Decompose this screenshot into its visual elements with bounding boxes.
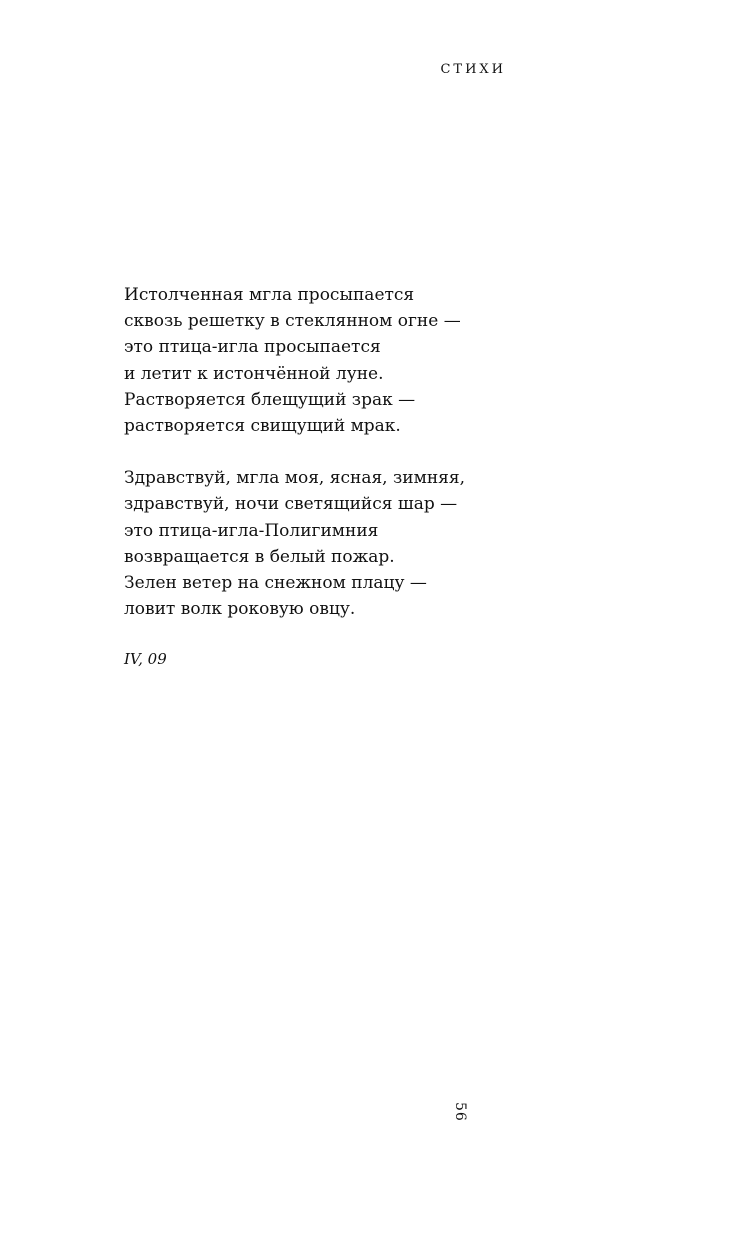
poem-line: здравствуй, ночи светящийся шар —	[124, 494, 458, 515]
poem-line: возвращается в белый пожар.	[124, 546, 395, 567]
poem-line: это птица-игла-Полигимния	[124, 520, 379, 541]
running-head: СТИХИ	[440, 62, 506, 77]
poem-line: сквозь решетку в стеклянном огне —	[124, 311, 461, 332]
poem-date: IV, 09	[124, 650, 167, 669]
poem-line: это птица-игла просыпается	[124, 337, 381, 358]
poem-line: ловит волк роковую овцу.	[124, 599, 356, 620]
poem-line: Зелен ветер на снежном плацу —	[124, 573, 427, 594]
stanza-1	[124, 282, 624, 439]
stanza-2	[124, 465, 624, 622]
poem-line: и летит к истончённой луне.	[124, 363, 384, 384]
poem-line: Истолченная мгла просыпается	[124, 285, 415, 305]
poem-line: Растворяется блещущий зрак —	[124, 389, 416, 410]
poem-line: Здравствуй, мгла моя, ясная, зимняя,	[124, 468, 465, 489]
poem	[124, 282, 624, 670]
poem-line: растворяется свищущий мрак.	[124, 416, 401, 437]
page-number: 56	[452, 1102, 468, 1122]
